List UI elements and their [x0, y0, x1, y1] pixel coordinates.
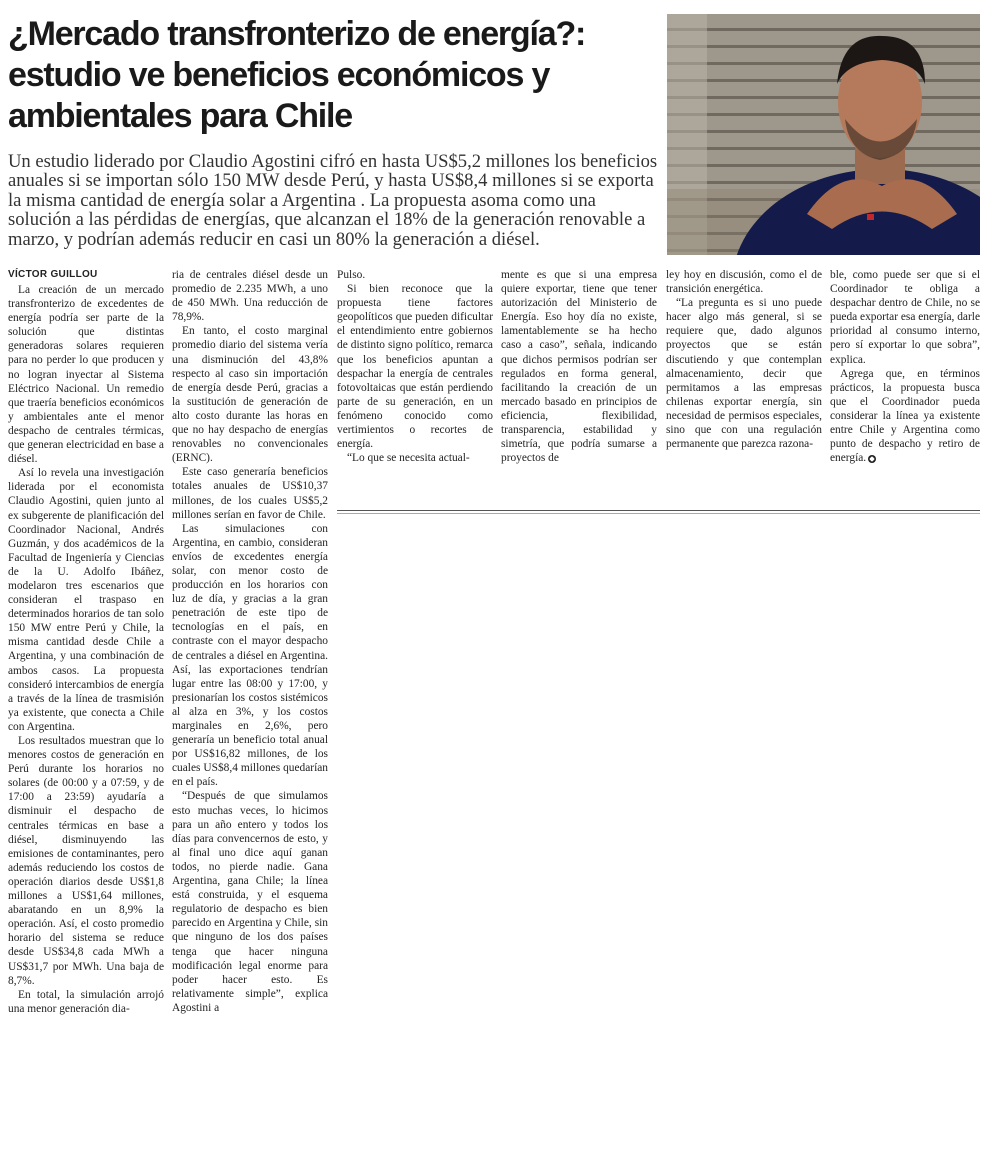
paragraph: “La pregunta es si uno puede hacer algo más general, si se requiere que, dado algunos proyectos que se están discutiendo y que contemplan almacenamiento, decir que permitamos a las empresas chilenas exportar energía, sin necesidad de permisos especiales, sino que con una regulación permanente que parezca razona- — [666, 297, 822, 451]
paragraph — [830, 367, 980, 466]
section-divider — [337, 513, 980, 514]
paragraph: “Después de que simulamos esto muchas veces, lo hicimos para un año entero y todos los días para convencernos de esto, y al final uno dice aquí ganan todos, no pierde nadie. Gana Argentina, gana Chile; la línea está construida, y el esquema regulatorio de despacho es bien parecido en Argentina y Chile, sin que ninguno de los dos países tenga que hacer ninguna modificación legal enorme para poder hacer esto. Es relativamente simple”, explica Agostini a — [172, 790, 328, 1014]
paragraph: mente es que si una empresa quiere exportar, tiene que tener autorización del Ministerio de Energía. Eso hoy día no existe, lamentablemente se ha hecho caso a caso”, señala, indicando que dichos permisos podrían ser regulados en forma general, facilitando la creación de un mercado basado en principios de eficiencia, flexibilidad, transparencia, estabilidad y simetría, que podría sumarse a proyectos de — [501, 269, 657, 465]
paragraph: ley hoy en discusión, como el de transición energética. — [666, 269, 822, 296]
article-column-6 — [830, 268, 980, 465]
paragraph: Las simulaciones con Argentina, en cambio, consideran envíos de excedentes energía solar, con menor costo de producción en los horarios con luz de día, y gracias a la gran penetración de este tipo de tecnologías en el país, en contraste con el mayor despacho de centrales a diésel en Argentina. Así, las exportaciones tendrían lugar entre las 08:00 y 17:00, y presionarían los costos sistémicos al alza en 3%, y los costos marginales en 2,6%, pero generaría un beneficio total anual por US$16,82 millones, de los cuales US$8,4 millones quedarían en el país. — [172, 522, 328, 789]
section-divider — [337, 510, 980, 511]
article-column-1 — [8, 268, 164, 1016]
article-column-2 — [172, 268, 328, 1015]
paragraph: Si bien reconoce que la propuesta tiene factores geopolíticos que pueden dificultar el entendimiento entre gobiernos de distinto signo político, remarca que los beneficios apuntan a despachar la energía de centrales fotovoltaicas que están perdiendo parte de su generación, en un fenómeno conocido como vertimientos o recortes de energía. — [337, 283, 493, 451]
paragraph-text: Agrega que, en términos prácticos, la propuesta busca que el Coordinador pueda considerar la línea ya existente entre Chile y Argentina como punto de despacho y retiro de energía. — [830, 367, 980, 465]
portrait-photo — [667, 14, 980, 255]
paragraph: Los resultados muestran que lo menores costos de generación en Perú durante los horarios no solares (de 00:00 y a 07:59, y de 17:00 a 23:59) ayudaría a disminuir el despacho de centrales térmicas en base a diésel, disminuyendo las emisiones de contaminantes, pero además reduciendo los costos de operación diarios desde US$1,8 millones a US$1,64 millones, abaratando en un 8,9% la operación. Así, el costo promedio horario del sistema se reduce desde US$34,8 cada MWh a US$31,7 por MWh. Una baja de 8,7%. — [8, 735, 164, 987]
portrait-photo-icon — [667, 14, 980, 255]
paragraph: La creación de un mercado transfronterizo de excedentes de energía podría ser parte de la solución que distintas generadoras solares requieren para no perder lo que producen y no logran inyectar al Sistema Eléctrico Nacional. Un remedio que traería beneficios económicos y ambientales ante el menor despacho de centrales térmicas, que generan electricidad en base a diésel. — [8, 284, 164, 466]
paragraph: Este caso generaría beneficios totales anuales de US$10,37 millones, de los cuales US$5,2 millones serían en favor de Chile. — [172, 466, 328, 521]
paragraph: En total, la simulación arrojó una menor generación dia- — [8, 988, 164, 1015]
article-column-3 — [337, 268, 493, 465]
paragraph: En tanto, el costo marginal promedio diario del sistema vería una disminución del 43,8% respecto al caso sin importación de energía desde Perú, gracias a la sustitución de generación de alto costo durante las horas en que no hay despacho de energías renovables no convencionales (ERNC). — [172, 325, 328, 465]
paragraph: ble, como puede ser que si el Coordinador te obliga a despachar dentro de Chile, no se pueda exportar esa energía, darle prioridad al consumo interno, pero sí exportar lo que sobra”, explica. — [830, 269, 981, 366]
headline: ¿Mercado transfronterizo de energía?: estudio ve beneficios económicos y ambientales para Chile — [8, 15, 586, 135]
paragraph: ria de centrales diésel desde un promedio de 2.235 MWh, a uno de 450 MWh. Una reducción de 78,9%. — [172, 269, 328, 324]
paragraph: Así lo revela una investigación liderada por el economista Claudio Agostini, quien junto al ex subgerente de planificación del Coordinador Nacional, Andrés Guzmán, y dos académicos de la Facultad de Ingeniería y Ciencias de la U. Adolfo Ibáñez, modelaron tres escenarios que consideran el traspaso en determinados horarios de tan solo 150 MW entre Perú y Chile, la misma cantidad desde Chile a Argentina, y una combinación de ambos casos. La propuesta consideró intercambios de energía a través de la línea de trasmisión ya existente, que conecta a Chile con Argentina. — [8, 467, 164, 733]
article-column-4 — [501, 268, 657, 465]
paragraph: Pulso. — [337, 269, 366, 281]
lede: Un estudio liderado por Claudio Agostini cifró en hasta US$5,2 millones los beneficios anuales si se importan sólo 150 MW desde Perú, y hasta US$8,4 millones si se exporta la misma cantidad de energía solar a Argentina . La propuesta asoma como una solución a las pérdidas de energías, que alcanzan el 18% de la generación renovable a marzo, y podrían además reducir en casi un 80% la generación a diésel. — [8, 151, 658, 250]
paragraph: “Lo que se necesita actual- — [347, 452, 470, 465]
byline: VÍCTOR GUILLOU — [8, 269, 98, 280]
end-mark-icon — [868, 455, 876, 463]
article-column-5 — [666, 268, 822, 451]
